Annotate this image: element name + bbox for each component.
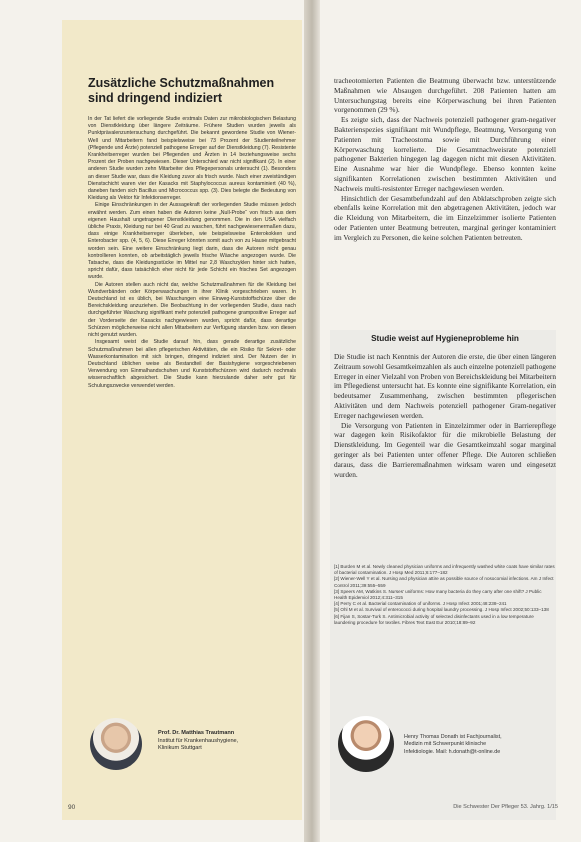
- right-paragraph: Hinsichtlich der Gesamtbefundzahl auf den Abklatschproben zeigte sich ebenfalls keine Korrelation mit den abgetragenen Aktivitäten, jedoch war die Kleidung von Mitarbeitern, die im Einzelzimmer isolierte Patienten oder Patienten unter Beatmung betreuten, marginal geringer kontaminiert im Vergleich zu Personen, die keine solchen Patienten betreuten.: [334, 193, 556, 242]
- right-paragraph: tracheotomierten Patienten die Beatmung überwacht bzw. unterstützende Maßnahmen wie Absaugen durchgeführt. 208 Patienten hatten am Untersuchungstag bereits eine Körperwaschung bei ihren Patienten vorgenommen (29 %).: [334, 76, 556, 115]
- author-name: Prof. Dr. Matthias Trautmann: [158, 730, 235, 736]
- right-article-body: [334, 76, 556, 243]
- right-paragraph: Es zeigte sich, dass der Nachweis potenziell pathogener gram-negativer Bakterienspezies signifikant mit Wundpflege, Beatmung, Versorgung von Patienten mit Tracheostoma sowie mit Durchführung einer Körperwaschung korrelierte. Die Gesamtnachweisrate potenziell pathogener Bakterien hingegen lag dagegen nicht mit diesen Aktivitäten. Eine Ausnahme war hier die Wundpflege. Ebenso konnten keine signifikanten Korrelationen zwischen bestimmten Aktivitäten und Nachweis multi-resistenter Erreger nachgewiesen werden.: [334, 115, 556, 193]
- right-box-heading: Studie weist auf Hygieneprobleme hin: [371, 334, 519, 343]
- author-signature-box: [158, 730, 298, 753]
- author-affiliation: Institut für Krankenhaushygiene,: [158, 737, 239, 744]
- author2-line: Medizin mit Schwerpunkt klinische: [404, 741, 487, 748]
- author-photo-donath: [338, 716, 394, 772]
- page-gutter: [304, 0, 320, 842]
- reference-list: [334, 564, 556, 626]
- reference-item: [3] Speers AM, Watkins S. Nurses' uniforms: How many bacteria do they carry after one shift? J Public Health Epidemiol 2012;4:311–315: [334, 588, 542, 601]
- reference-item: [6] Fijan S, Sostar-Turk S. Antimicrobial activity of selected disinfectants used in a low temperature laundering procedure for textiles. Fibres Text East Eur 2010;18:89–92: [334, 613, 534, 625]
- author2-bio: [404, 734, 554, 756]
- left-paragraph: In der Tat liefert die vorliegende Studie erstmals Daten zur mikrobiologischen Belastung von Dienstkleidung über längere Zeiträume. Frühere Studien wurden jeweils als Punktprävalenzuntersuchung durchgeführt. Die bekannt gewordene Studie von Wiener-Well und Mitarbeitern fand beispielsweise bei 73 Prozent der Studienteilnehmer (Pflegende und Ärzte) potenziell pathogene Erreger auf der Dienstkleidung (7). Resistente Krankheitserreger wurden bei Pflegenden und Ärzten in 14 beziehungsweise sechs Prozent der Proben nachgewiesen. Dieser Unterschied war nicht signifikant (2). In einer anderen Studie wurden zehn Mitarbeiter des Pflegepersonals untersucht (1). Besonders an dieser Studie war, dass die Kleidung zuvor als frisch wurde. Nach einer zweistündigen Dienstschicht waren vier der Kasacks mit Staphylococcus aureus kontaminiert (40 %), daneben fanden sich Bacillus und Micrococcus spp. (3). Dies belegte die Bedeutung von Kleidung als Vektor für Infektionserreger.: [88, 116, 296, 202]
- author2-line: Infektiologie. Mail: h.donath@t-online.de: [404, 748, 501, 755]
- box-paragraph: Die Versorgung von Patienten in Einzelzimmer oder in Barrierepflege war dagegen kein Risikofaktor für die mikrobielle Belastung der Dienstkleidung. Im Gegenteil war die Gesamtkeimzahl sogar marginal geringer als bei Patienten unter offener Pflege. Die Autoren schließen daraus, dass die Barrieremaßnahmen wirksam waren und eingesetzt wurden.: [334, 420, 556, 479]
- left-article-title: [88, 76, 298, 106]
- left-paragraph: Einige Einschränkungen in der Aussagekraft der vorliegenden Studie müssen jedoch erwähnt werden. Zum einen haben die Autoren keine „Null-Probe“ von frisch aus dem eigenen Haushalt ungetragener Dienstkleidung genommen. Die in den USA vielfach übliche Praxis, Kleidung nur bei 40 Grad zu waschen, führt nachgewiesenermaßen dazu, dass einige Krankheitserreger überleben, wie beispielsweise Enterokokken und Enterobacter spp. (4, 5, 6). Diese Erreger könnten somit auch von zu Hause mitgebracht worden sein. Eine weitere Einschränkung liegt darin, dass die Autoren nicht genau kontrollieren konnten, ob arbeitstäglich jeweils frische Wäsche angezogen wurde. Die Tatsache, dass die Kleidungsstücke im Mittel nur 2,8 Waschzyklen hinter sich hatten, spricht dafür, dass tatsächlich eher nicht für jede Schicht ein frisches Set angezogen wurde.: [88, 202, 296, 281]
- left-article-body: [88, 116, 296, 390]
- right-box-body: [334, 352, 556, 479]
- reference-item: [2] Wiener-Well Y et al. Nursing and physician attire as possible source of nosocomial infections. Am J Infect Control 2011;39:555–559: [334, 576, 554, 588]
- title-line-2: sind dringend indiziert: [88, 91, 223, 105]
- journal-footer: Die Schwester Der Pfleger 53. Jahrg. 1/15: [453, 804, 558, 810]
- author-photo-trautmann: [90, 718, 142, 770]
- reference-item: [4] Perry C et al. Bacterial contamination of uniforms. J Hosp Infect 2001;48:238–241: [334, 601, 507, 607]
- reference-item: [5] Ohl M et al. Survival of enterococci during hospital laundry processing. J Hosp Infect 2002;50:133–138: [334, 607, 549, 613]
- author2-line: Henry Thomas Donath ist Fachjournalist,: [404, 734, 502, 740]
- author-affiliation-2: Klinikum Stuttgart: [158, 745, 202, 752]
- left-paragraph: Die Autoren stellen auch nicht dar, welche Schutzmaßnahmen für die Kleidung bei Wundverbänden oder Körperwaschungen in ihrer Klinik vorgeschrieben waren. In Deutschland ist es üblich, bei Waschungen eine Einweg-Kunststoffschürze über die Bereichskleidung anzuziehen. Die Beobachtung in der vorliegenden Studie, dass nach durchgeführter Waschung signifikant mehr potenziell pathogene grampositive Erreger auf der Vorderseite der Kasacks nachgewiesen wurden, spricht dafür, dass derartige Schürzen möglicherweise nicht allen Mitarbeitern zur Verfügung standen bzw. von diesen nicht genutzt wurden.: [88, 281, 296, 339]
- title-line-1: Zusätzliche Schutzmaßnahmen: [88, 76, 275, 90]
- reference-item: [1] Burden M et al. Newly cleaned physician uniforms and infrequently washed white coats have similar rates of bacterial contamination. J Hosp Med 2011;6:177–182: [334, 564, 555, 576]
- left-paragraph: Insgesamt weist die Studie darauf hin, dass gerade derartige zusätzliche Schutzmaßnahmen bei allen pflegerischen Aktivitäten, die ein Risiko für Sekret- oder Wasserkontamination mit sich bringen, dringend indiziert sind. Der Nutzen der in Deutschland üblichen weise als Bestandteil der Basishygiene vorgeschriebenen Verwendung von Einmalhandschuhen und Kunststoffschürzen wird dadurch nochmals wissenschaftlich abgesichert. Die Studie kann hierzulande daher sehr gut für Schulungszwecke verwendet werden.: [88, 339, 296, 389]
- box-paragraph: Die Studie ist nach Kenntnis der Autoren die erste, die über einen längeren Zeitraum sowohl Gesamtkeimzahlen als auch einzelne potenziell pathogene Erreger in einer Vielzahl von Proben von Bereichskleidung bei Mitarbeitern im Pflegedienst untersucht hat. Es konnte eine signifikante Korrelation, ein bedeutsamer Zusammenhang, zwischen bestimmten pflegerischen Aktivitäten und dem Nachweis potenziell pathogener Gram-negativer Erreger nachgewiesen werden.: [334, 352, 556, 420]
- page-number-left: 90: [68, 804, 76, 811]
